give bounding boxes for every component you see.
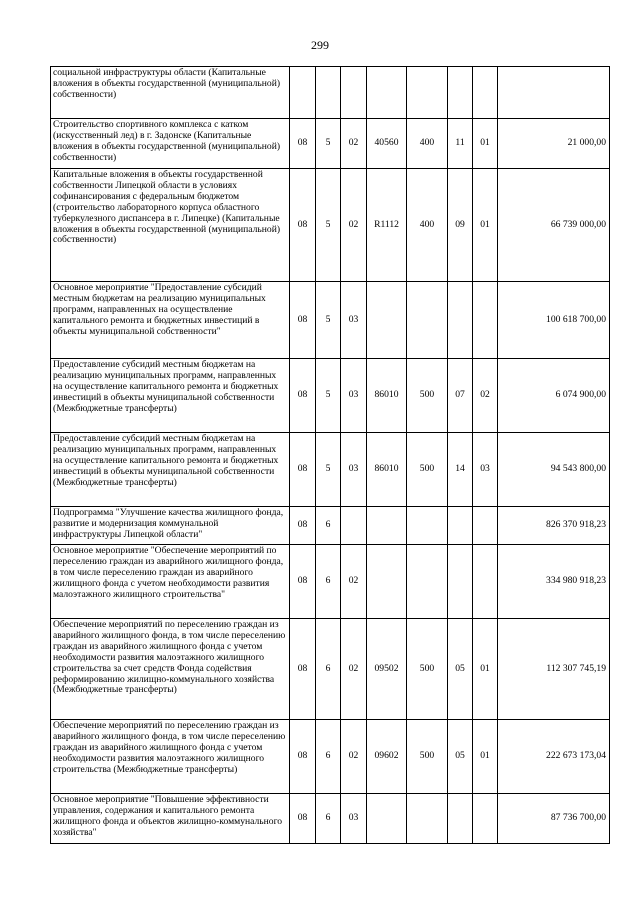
section-code <box>448 794 473 844</box>
program-code <box>290 67 316 119</box>
direction-code: 09602 <box>367 720 407 794</box>
amount <box>498 67 610 119</box>
budget-table <box>50 66 610 844</box>
row-description: Обеспечение мероприятий по переселению граждан из аварийного жилищного фонда, в том числе переселению граждан из аварийного жилищного фонда с учетом необходимости развития малоэтажного жилищного строительства (Межбюджетные трансферты) <box>51 720 290 794</box>
direction-code <box>367 545 407 619</box>
table-row <box>51 433 610 507</box>
expense-type-code: 500 <box>407 359 448 433</box>
direction-code <box>367 282 407 359</box>
subsection-code <box>473 67 498 119</box>
program-code: 08 <box>290 433 316 507</box>
program-code: 08 <box>290 619 316 720</box>
section-code: 07 <box>448 359 473 433</box>
amount: 21 000,00 <box>498 119 610 169</box>
activity-code: 02 <box>341 169 367 282</box>
activity-code: 03 <box>341 794 367 844</box>
program-code: 08 <box>290 359 316 433</box>
amount: 66 739 000,00 <box>498 169 610 282</box>
amount: 112 307 745,19 <box>498 619 610 720</box>
direction-code: R1112 <box>367 169 407 282</box>
section-code: 05 <box>448 619 473 720</box>
amount: 334 980 918,23 <box>498 545 610 619</box>
section-code <box>448 507 473 545</box>
activity-code: 03 <box>341 282 367 359</box>
subsection-code: 01 <box>473 720 498 794</box>
activity-code <box>341 507 367 545</box>
expense-type-code: 400 <box>407 169 448 282</box>
program-code: 08 <box>290 282 316 359</box>
row-description: Капитальные вложения в объекты государственной собственности Липецкой области в условиях софинансирования с федеральным бюджетом (строительство лабораторного корпуса областного туберкулезного диспансера в г. Липецке) (Капитальные вложения в объекты государственной (муниципальной) собственности) <box>51 169 290 282</box>
table-row <box>51 169 610 282</box>
section-code: 05 <box>448 720 473 794</box>
expense-type-code <box>407 282 448 359</box>
activity-code: 02 <box>341 545 367 619</box>
subsection-code: 02 <box>473 359 498 433</box>
direction-code <box>367 794 407 844</box>
subprogram-code: 5 <box>316 359 341 433</box>
table-row <box>51 545 610 619</box>
expense-type-code: 500 <box>407 720 448 794</box>
subsection-code <box>473 794 498 844</box>
budget-table-body <box>51 67 610 844</box>
section-code <box>448 67 473 119</box>
section-code: 09 <box>448 169 473 282</box>
activity-code: 02 <box>341 720 367 794</box>
section-code: 11 <box>448 119 473 169</box>
program-code: 08 <box>290 794 316 844</box>
table-row <box>51 282 610 359</box>
row-description: Основное мероприятие "Предоставление субсидий местным бюджетам на реализацию муниципальных программ, направленных на осуществление капитального ремонта и бюджетных инвестиций в объекты муниципальной собственности" <box>51 282 290 359</box>
row-description: Обеспечение мероприятий по переселению граждан из аварийного жилищного фонда, в том числе переселению граждан из аварийного жилищного фонда с учетом необходимости развития малоэтажного жилищного строительства за счет средств Фонда содействия реформированию жилищно-коммунального хозяйства (Межбюджетные трансферты) <box>51 619 290 720</box>
subsection-code: 01 <box>473 619 498 720</box>
program-code: 08 <box>290 507 316 545</box>
program-code: 08 <box>290 545 316 619</box>
direction-code <box>367 67 407 119</box>
row-description: социальной инфраструктуры области (Капитальные вложения в объекты государственной (муниципальной) собственности) <box>51 67 290 119</box>
amount: 826 370 918,23 <box>498 507 610 545</box>
direction-code: 86010 <box>367 433 407 507</box>
row-description: Основное мероприятие "Обеспечение мероприятий по переселению граждан из аварийного жилищного фонда, в том числе переселению граждан из аварийного жилищного фонда с учетом необходимости развития малоэтажного жилищного строительства" <box>51 545 290 619</box>
subprogram-code: 6 <box>316 545 341 619</box>
activity-code <box>341 67 367 119</box>
amount: 87 736 700,00 <box>498 794 610 844</box>
direction-code: 40560 <box>367 119 407 169</box>
expense-type-code: 400 <box>407 119 448 169</box>
activity-code: 03 <box>341 433 367 507</box>
subsection-code <box>473 282 498 359</box>
table-row <box>51 794 610 844</box>
direction-code: 09502 <box>367 619 407 720</box>
subprogram-code: 6 <box>316 720 341 794</box>
expense-type-code: 500 <box>407 619 448 720</box>
subprogram-code: 5 <box>316 169 341 282</box>
table-row <box>51 359 610 433</box>
direction-code <box>367 507 407 545</box>
activity-code: 03 <box>341 359 367 433</box>
expense-type-code <box>407 67 448 119</box>
amount: 222 673 173,04 <box>498 720 610 794</box>
subsection-code <box>473 507 498 545</box>
row-description: Предоставление субсидий местным бюджетам на реализацию муниципальных программ, направленных на осуществление капитального ремонта и бюджетных инвестиций в объекты муниципальной собственности (Межбюджетные трансферты) <box>51 359 290 433</box>
section-code <box>448 545 473 619</box>
subsection-code <box>473 545 498 619</box>
program-code: 08 <box>290 720 316 794</box>
amount: 6 074 900,00 <box>498 359 610 433</box>
section-code <box>448 282 473 359</box>
row-description: Строительство спортивного комплекса с катком (искусственный лед) в г. Задонске (Капитальные вложения в объекты государственной (муниципальной) собственности) <box>51 119 290 169</box>
expense-type-code <box>407 545 448 619</box>
page-number: 299 <box>311 38 329 52</box>
subprogram-code: 5 <box>316 282 341 359</box>
subsection-code: 03 <box>473 433 498 507</box>
subprogram-code <box>316 67 341 119</box>
table-row <box>51 119 610 169</box>
subprogram-code: 6 <box>316 794 341 844</box>
expense-type-code <box>407 794 448 844</box>
program-code: 08 <box>290 119 316 169</box>
amount: 94 543 800,00 <box>498 433 610 507</box>
activity-code: 02 <box>341 119 367 169</box>
table-row <box>51 720 610 794</box>
activity-code: 02 <box>341 619 367 720</box>
subsection-code: 01 <box>473 119 498 169</box>
section-code: 14 <box>448 433 473 507</box>
subprogram-code: 5 <box>316 119 341 169</box>
subprogram-code: 6 <box>316 619 341 720</box>
amount: 100 618 700,00 <box>498 282 610 359</box>
subprogram-code: 5 <box>316 433 341 507</box>
subsection-code: 01 <box>473 169 498 282</box>
expense-type-code <box>407 507 448 545</box>
program-code: 08 <box>290 169 316 282</box>
row-description: Предоставление субсидий местным бюджетам на реализацию муниципальных программ, направленных на осуществление капитального ремонта и бюджетных инвестиций в объекты муниципальной собственности (Межбюджетные трансферты) <box>51 433 290 507</box>
expense-type-code: 500 <box>407 433 448 507</box>
row-description: Подпрограмма "Улучшение качества жилищного фонда, развитие и модернизация коммунальной инфраструктуры Липецкой области" <box>51 507 290 545</box>
row-description: Основное мероприятие "Повышение эффективности управления, содержания и капитального ремонта жилищного фонда и объектов жилищно-коммунального хозяйства" <box>51 794 290 844</box>
table-row <box>51 619 610 720</box>
table-row <box>51 507 610 545</box>
direction-code: 86010 <box>367 359 407 433</box>
table-row <box>51 67 610 119</box>
subprogram-code: 6 <box>316 507 341 545</box>
